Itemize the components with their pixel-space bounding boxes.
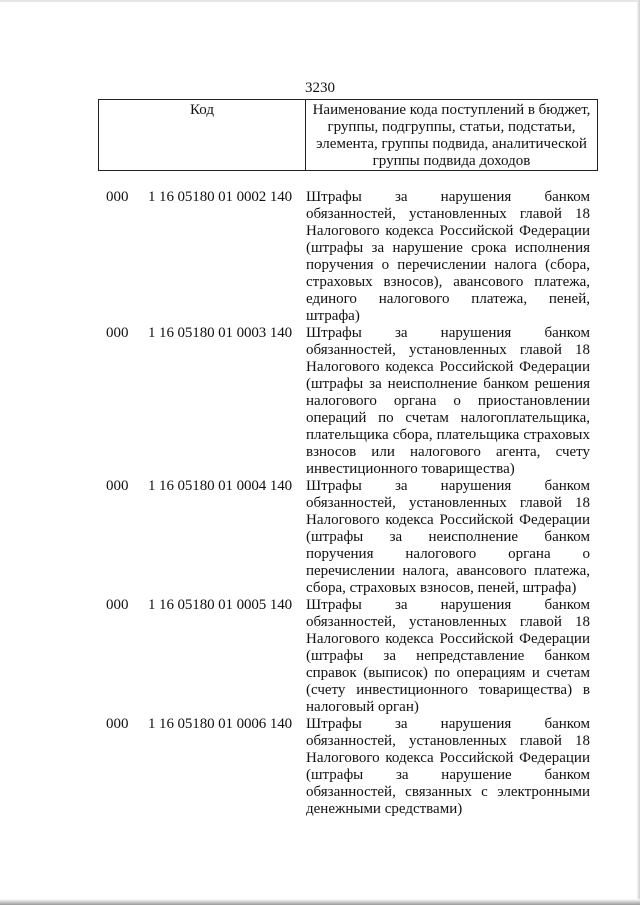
entry-income-code: 1 16 05180 01 0004 140 [148, 478, 293, 494]
entry-income-code: 1 16 05180 01 0003 140 [148, 325, 293, 341]
entry-income-code: 1 16 05180 01 0005 140 [148, 597, 293, 613]
entry-admin-code: 000 [106, 716, 129, 732]
scan-edge-top [0, 0, 640, 2]
entry-admin-code: 000 [106, 597, 129, 613]
entry-row [0, 716, 640, 818]
entry-admin-code: 000 [106, 478, 129, 494]
entry-description: Штрафы за нарушения банком обязанностей, установленных главой 18 Налогового кодекса Российской Федерации (штрафы за непредставление банком справок (выписок) по операциям и счетам (счету инвестиционного товарищества) в налоговый орган) [306, 597, 590, 715]
entry-row [0, 478, 640, 597]
entry-admin-code: 000 [106, 325, 129, 341]
table-header-row [99, 100, 598, 171]
entry-description: Штрафы за нарушения банком обязанностей, установленных главой 18 Налогового кодекса Российской Федерации (штрафы за нарушение срока исполнения поручения о перечислении налога (сбора, страховых взносов), авансового платежа, единого налогового платежа, пеней, штрафа) [306, 189, 590, 324]
entry-income-code: 1 16 05180 01 0002 140 [148, 189, 293, 205]
entry-description: Штрафы за нарушения банком обязанностей, установленных главой 18 Налогового кодекса Российской Федерации (штрафы за нарушение банком обязанностей, связанных с электронными денежными средствами) [306, 716, 590, 817]
table-header [98, 99, 598, 171]
entries-list [0, 189, 640, 818]
entry-row [0, 597, 640, 716]
entry-income-code: 1 16 05180 01 0006 140 [148, 716, 293, 732]
entry-admin-code: 000 [106, 189, 129, 205]
header-name-cell: Наименование кода поступлений в бюджет, группы, подгруппы, статьи, подстатьи, элемента, группы подвида, аналитической группы подвида доходов [306, 100, 598, 171]
scan-edge-bottom [0, 899, 640, 905]
entry-row [0, 189, 640, 325]
page-number: 3230 [305, 80, 335, 96]
entry-description: Штрафы за нарушения банком обязанностей, установленных главой 18 Налогового кодекса Российской Федерации (штрафы за неисполнение банком решения налогового органа о приостановлении операций по счетам налогоплательщика, плательщика сбора, плательщика страховых взносов или налогового агента, счету инвестиционного товарищества) [306, 325, 590, 477]
entry-row [0, 325, 640, 478]
entry-description: Штрафы за нарушения банком обязанностей, установленных главой 18 Налогового кодекса Российской Федерации (штрафы за неисполнение банком поручения налогового органа о перечислении налога, авансового платежа, сбора, страховых взносов, пеней, штрафа) [306, 478, 590, 596]
header-code-cell: Код [99, 100, 306, 171]
